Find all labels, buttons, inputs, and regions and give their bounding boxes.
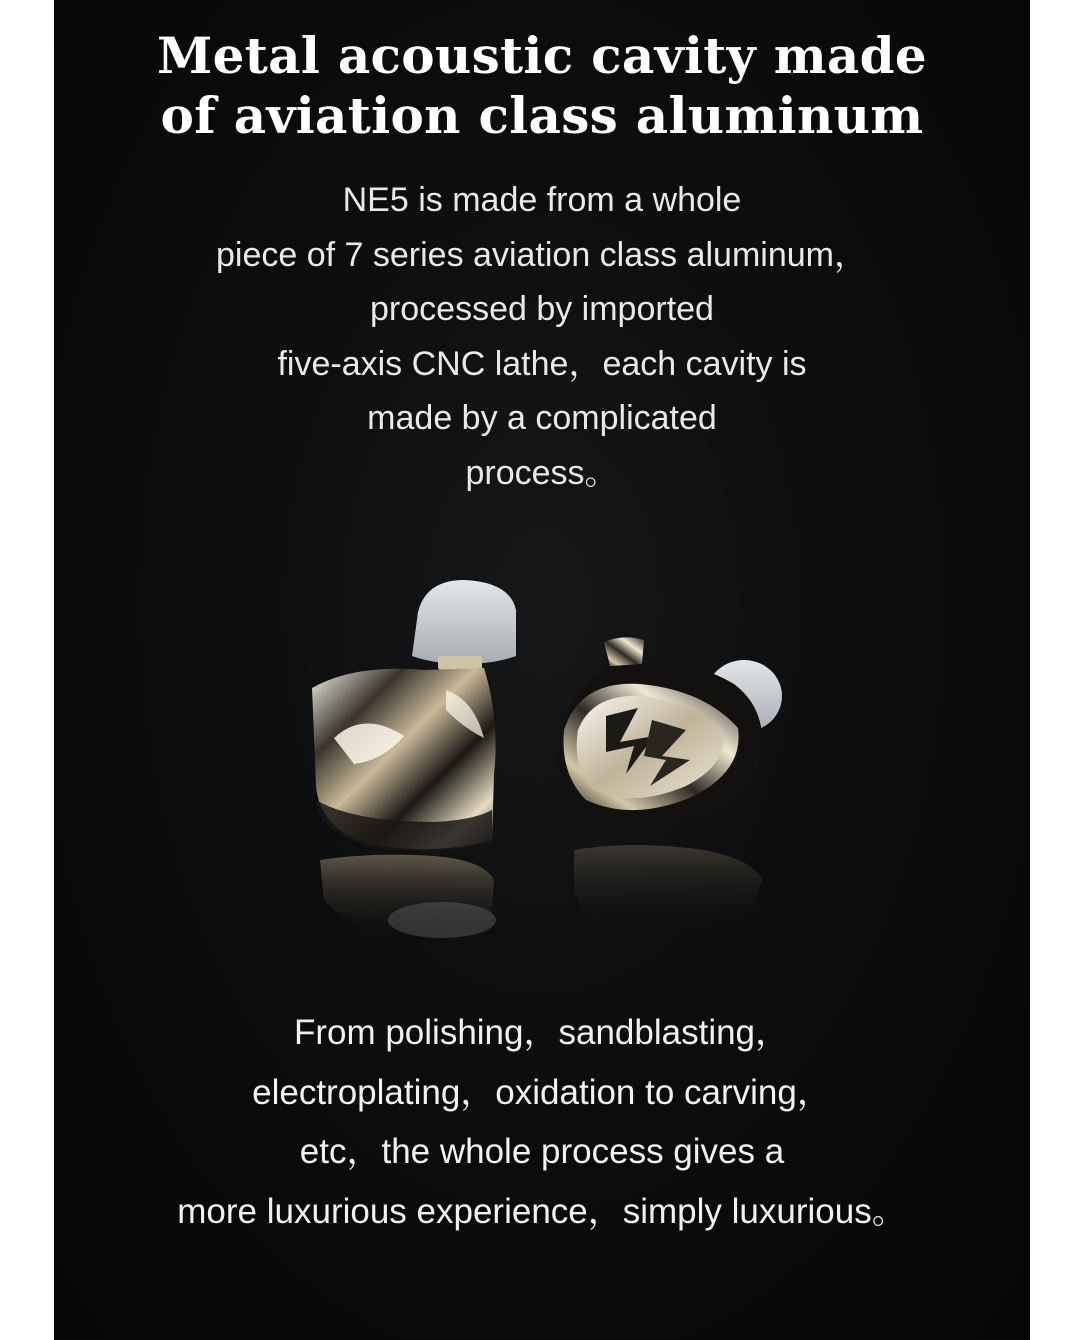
left-earphone-shell	[312, 668, 496, 851]
title-line-2: of aviation class aluminum	[160, 86, 924, 145]
description-line-3: processed by imported	[370, 290, 714, 329]
process-line-4: more luxurious experience，simply luxurious。	[177, 1191, 907, 1231]
process-text	[54, 1003, 1030, 1241]
right-earphone-reflection	[574, 845, 762, 938]
left-earphone-reflection	[320, 855, 496, 947]
page-title	[54, 26, 1030, 146]
product-panel	[54, 0, 1030, 1340]
description-line-2: piece of 7 series aviation class aluminum，	[216, 235, 868, 274]
description-text	[54, 173, 1030, 501]
process-line-1: From polishing，sandblasting，	[293, 1013, 791, 1052]
left-eartip	[412, 580, 516, 670]
description-line-4: five-axis CNC lathe，each cavity is	[277, 344, 807, 383]
description-line-5: made by a complicated	[367, 399, 717, 438]
description-line-1: NE5 is made from a whole	[342, 181, 742, 219]
earphones-product-image	[54, 560, 1030, 980]
process-line-3: etc，the whole process gives a	[299, 1132, 785, 1171]
title-line-1: Metal acoustic cavity made	[156, 26, 927, 85]
process-line-2: electroplating，oxidation to carving，	[252, 1072, 832, 1112]
description-line-6: process。	[465, 453, 619, 492]
